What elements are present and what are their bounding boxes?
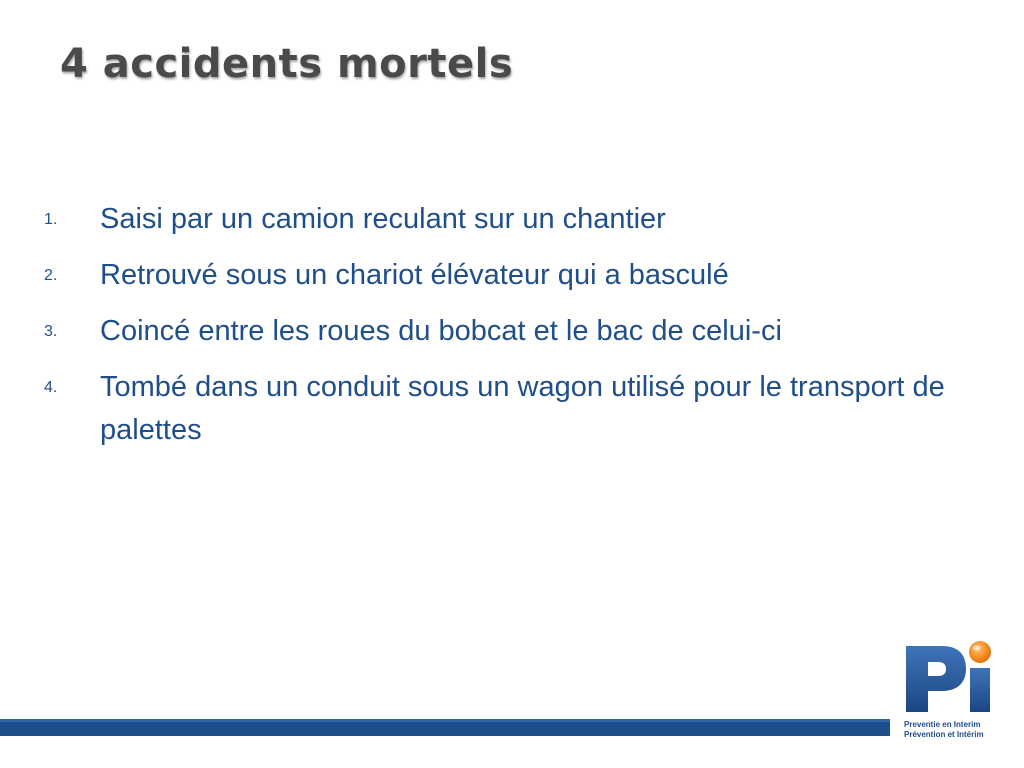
numbered-list — [44, 198, 984, 464]
list-item-number: 3. — [44, 323, 58, 340]
logo-caption-line-2: Prévention et Intérim — [904, 730, 984, 739]
list-item-text: Coincé entre les roues du bobcat et le bac de celui-ci — [100, 315, 782, 347]
list-item — [44, 366, 984, 452]
list-item — [44, 310, 984, 354]
pi-logo — [900, 636, 1000, 748]
logo-caption — [904, 720, 1000, 740]
logo-caption-line-1: Preventie en Interim — [904, 720, 981, 729]
list-item — [44, 254, 984, 298]
list-item-text: Saisi par un camion reculant sur un chantier — [100, 203, 666, 235]
list-item-number: 1. — [44, 211, 58, 228]
list-item-number: 4. — [44, 379, 58, 396]
pi-logo-mark — [900, 636, 1000, 714]
list-item-number: 2. — [44, 267, 58, 284]
list-item — [44, 198, 984, 242]
list-item-text: Retrouvé sous un chariot élévateur qui a basculé — [100, 259, 729, 291]
list-item-text: Tombé dans un conduit sous un wagon utilisé pour le transport de palettes — [100, 371, 961, 446]
slide-title: 4 accidents mortels — [60, 41, 514, 87]
footer-bar — [0, 719, 890, 736]
